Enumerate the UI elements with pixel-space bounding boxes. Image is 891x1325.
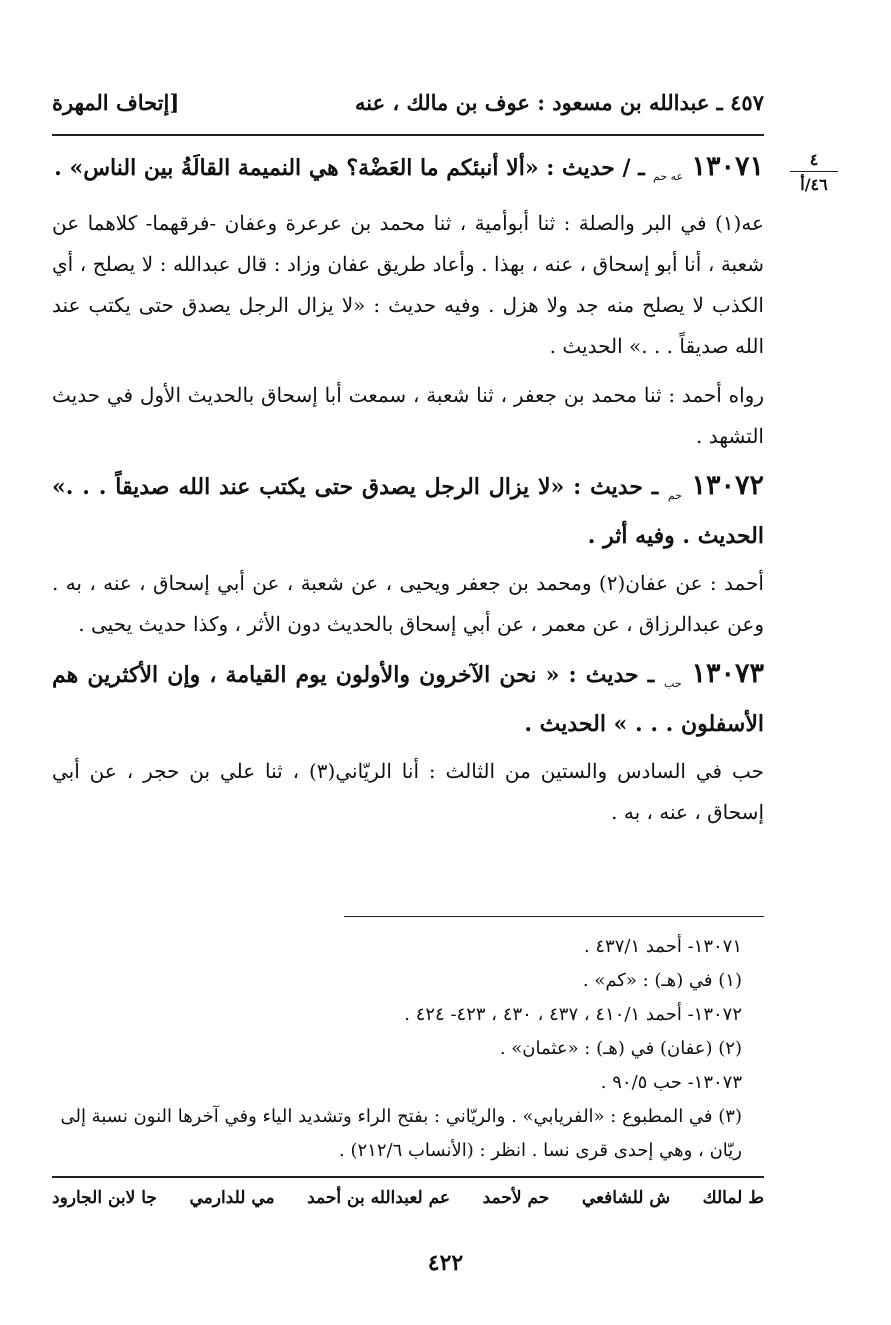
hadith-title: ـ حديث : « نحن الآخرون والأولون يوم القيامة ، وإن الأكثرين هم الأسفلون . . . » الحديث .	[52, 662, 764, 737]
hadith-entry-2	[52, 465, 764, 557]
running-header	[52, 84, 764, 124]
footnote-source-1: ١٣٠٧١- أحمد ٤٣٧/١ .	[583, 936, 742, 957]
hadith-source-sigla: حم	[667, 489, 682, 502]
hadith-title: ـ حديث : «لا يزال الرجل يصدق حتى يكتب عند الله صديقاً . . .» الحديث . وفيه أثر .	[52, 474, 764, 549]
footnote-3: (٣) في المطبوع : «الفريابي» . والريّاني : بفتح الراء وتشديد الياء وفي آخرها النون نسبة إلى ريّان ، وهي إحدى قرى نسا . انظر : (الأنساب ٢١٢/٦) .	[60, 1106, 742, 1161]
main-text	[52, 146, 764, 841]
hadith-number: ١٣٠٧٣	[691, 658, 765, 689]
header-book-title: [إتحاف المهرة	[52, 90, 180, 115]
legend-item: جا لابن الجارود	[52, 1188, 157, 1208]
legend-rule	[52, 1176, 764, 1178]
hadith-source-sigla: عه حم	[653, 170, 684, 183]
hadith-number: ١٣٠٧٢	[691, 470, 765, 501]
footnote-source-3: ١٣٠٧٣- حب ٩٠/٥ .	[600, 1072, 742, 1093]
margin-volume-number: ٤	[790, 150, 838, 172]
header-rule	[52, 134, 764, 136]
sigla-legend	[52, 1188, 764, 1228]
legend-item: عم لعبدالله بن أحمد	[307, 1188, 451, 1208]
footnote-rule	[344, 916, 764, 917]
hadith-number: ١٣٠٧١	[691, 151, 764, 182]
hadith-title: ـ / حديث : «ألا أنبئكم ما العَضْة؟ هي النميمة القالَةُ بين الناس» .	[54, 155, 645, 181]
header-title: ٤٥٧ ـ عبدالله بن مسعود : عوف بن مالك ، عنه	[355, 90, 764, 115]
legend-item: حم لأحمد	[482, 1188, 550, 1208]
legend-item: مي للدارمي	[189, 1188, 275, 1208]
footnote-source-2: ١٣٠٧٢- أحمد ٤١٠/١ ، ٤٣٧ ، ٤٣٠ ، ٤٢٣- ٤٢٤ .	[404, 1004, 742, 1025]
footnote-2: (٢) (عفان) في (هـ) : «عثمان» .	[499, 1038, 742, 1059]
hadith-commentary: عه(١) في البر والصلة : ثنا أبوأمية ، ثنا محمد بن عرعرة وعفان -فرقهما- كلاهما عن شعبة ، أنا أبو إسحاق ، عنه ، بهذا . وأعاد طريق عفان وزاد : قال عبدالله : لا يصلح ، أي الكذب لا يصلح منه جد ولا هزل . وفيه حديث : «لا يزال الرجل يصدق حتى يكتب عند الله صديقاً . . .» الحديث .	[52, 211, 764, 358]
hadith-entry-3	[52, 653, 764, 745]
legend-item: ش للشافعي	[581, 1188, 671, 1208]
hadith-source-sigla: حب	[664, 677, 682, 690]
legend-item: ط لمالك	[702, 1188, 764, 1208]
footnotes	[52, 930, 764, 1168]
hadith-commentary: رواه أحمد : ثنا محمد بن جعفر ، ثنا شعبة ، سمعت أبا إسحاق بالحديث الأول في حديث التشهد .	[52, 383, 764, 448]
hadith-commentary: أحمد : عن عفان(٢) ومحمد بن جعفر ويحيى ، عن شعبة ، عن أبي إسحاق ، عنه ، به . وعن عبدالرزاق ، عن معمر ، عن أبي إسحاق بالحديث دون الأثر ، وكذا حديث يحيى .	[52, 571, 764, 636]
margin-folio-reference: ٤٦/أ	[800, 175, 828, 194]
hadith-commentary: حب في السادس والستين من الثالث : أنا الريّاني(٣) ، ثنا علي بن حجر ، عن أبي إسحاق ، عنه ، به .	[52, 759, 764, 824]
margin-reference	[790, 150, 838, 194]
footnote-1: (١) في (هـ) : «كم» .	[582, 970, 742, 991]
hadith-entry-1	[52, 146, 764, 197]
page-number: ٤٢٢	[427, 1250, 464, 1276]
